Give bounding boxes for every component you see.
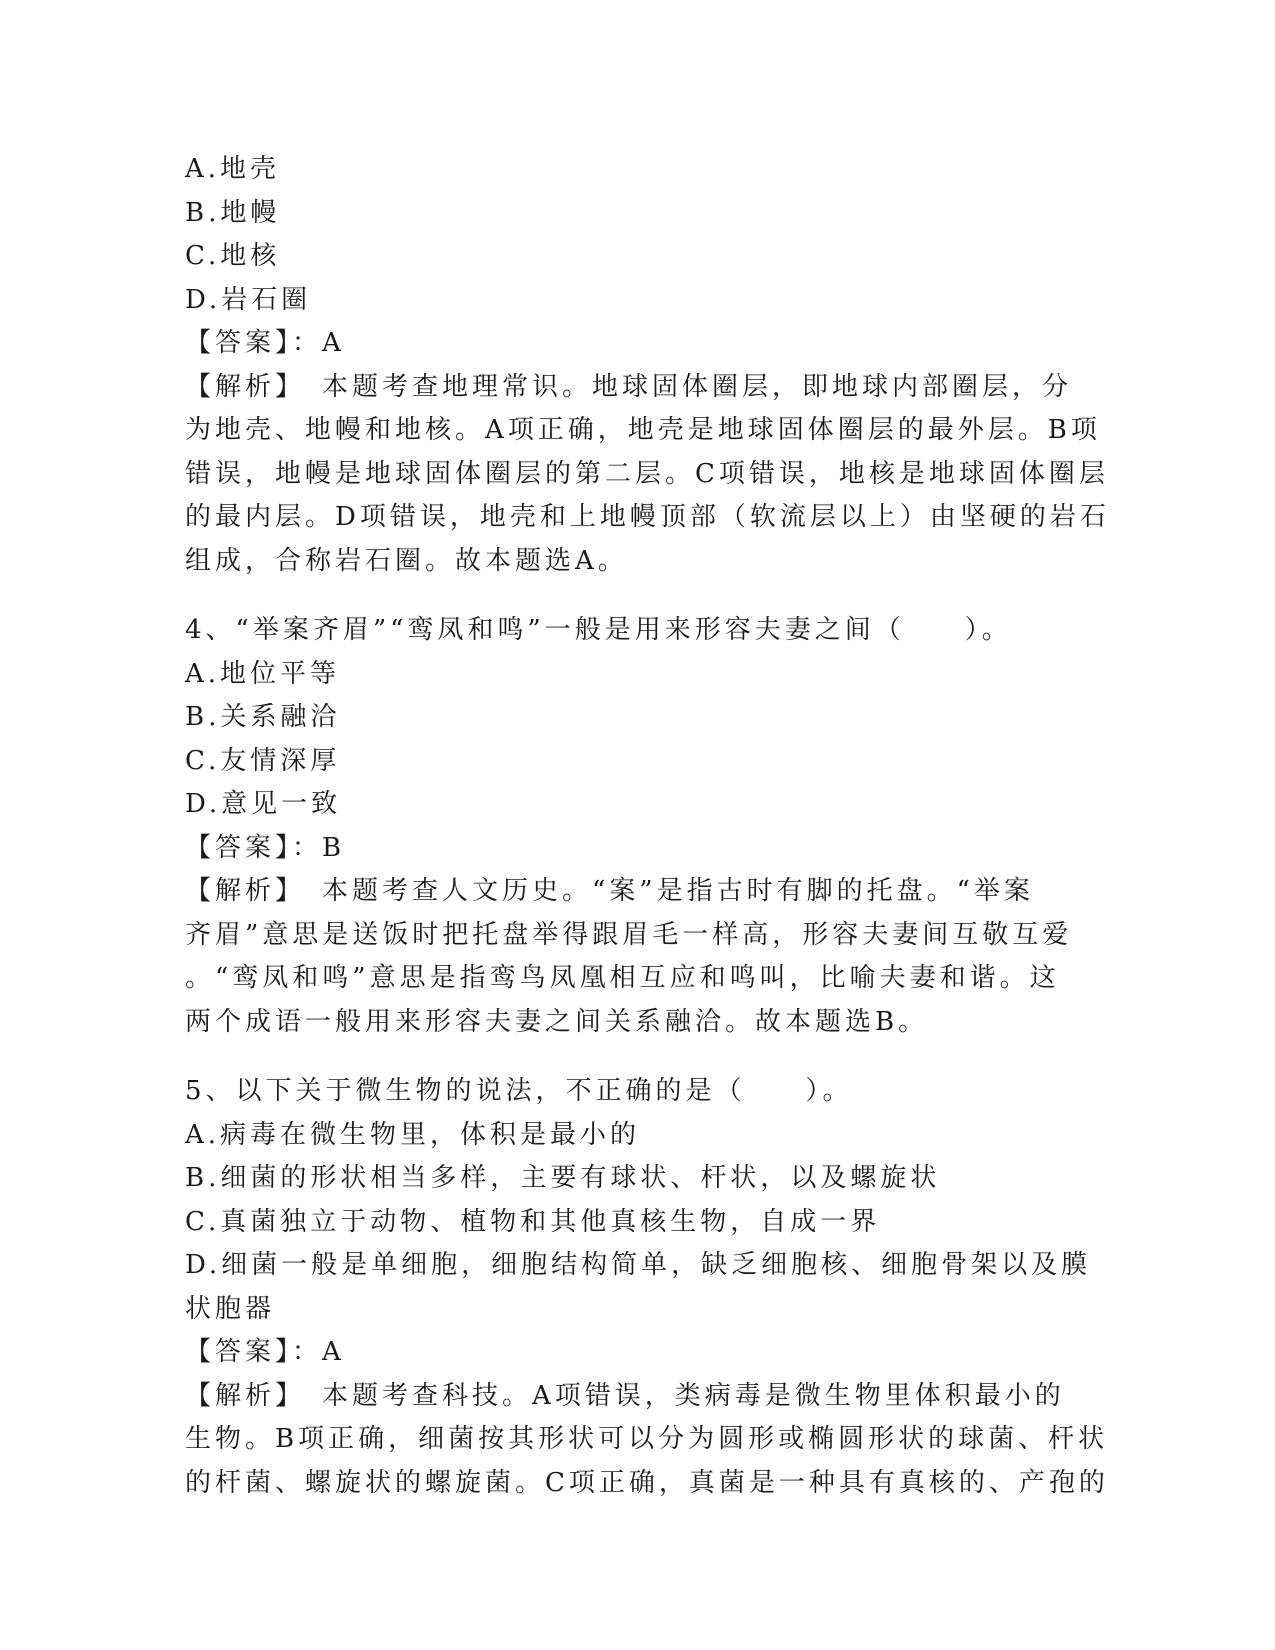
q4-option-b: B.关系融洽 [185,702,341,732]
q4-question: 4、“举案齐眉”“鸾凤和鸣”一般是用来形容夫妻之间（ ）。 [185,615,1012,645]
q4-analysis-line: 齐眉”意思是送饭时把托盘举得跟眉毛一样高，形容夫妻间互敬互爱 [185,919,1073,950]
q5-option-d: D.细菌一般是单细胞，细胞结构简单，缺乏细胞核、细胞骨架以及膜 [185,1250,1092,1280]
q3-analysis-line: 【解析】 本题考查地理常识。地球固体圈层，即地球内部圈层，分 [185,371,1073,402]
q3-analysis [185,366,1110,584]
q4-answer: 【答案】：B [185,832,346,863]
q4-analysis-line: 两个成语一般用来形容夫妻之间关系融洽。故本题选B。 [185,1006,929,1037]
q3-analysis-line: 为地壳、地幔和地核。A项正确，地壳是地球固体圈层的最外层。B项 [185,415,1101,445]
q3-answer: 【答案】：A [185,328,345,358]
q3-analysis-line: 错误，地幔是地球固体圈层的第二层。C项错误，地核是地球固体圈层 [185,458,1109,489]
q3-analysis-line: 组成，合称岩石圈。故本题选A。 [185,545,628,576]
q5-option-a: A.病毒在微生物里，体积是最小的 [185,1119,641,1150]
q3-option-a: A.地壳 [185,154,281,184]
question-4-block [185,609,1085,1044]
q5-analysis-line: 【解析】 本题考查科技。A项错误，类病毒是微生物里体积最小的 [185,1380,1065,1411]
q3-option-d: D.岩石圈 [185,284,312,315]
q5-option-d-continued: 状胞器 [185,1293,276,1324]
q4-analysis-line: 。“鸾凤和鸣”意思是指鸾鸟凤凰相互应和鸣叫，比喻夫妻和谐。这 [185,963,1060,993]
q4-analysis-line: 【解析】 本题考查人文历史。“案”是指古时有脚的托盘。“举案 [185,876,1034,906]
question-5-block [185,1070,1109,1505]
q5-answer: 【答案】：A [185,1337,345,1367]
q4-option-c: C.友情深厚 [185,745,341,776]
q5-option-b: B.细菌的形状相当多样，主要有球状、杆状，以及螺旋状 [185,1163,941,1193]
q5-analysis [185,1375,1109,1506]
q4-option-a: A.地位平等 [185,658,341,689]
question-3-block [185,148,1110,583]
q3-analysis-line: 的最内层。D项错误，地壳和上地幔顶部（软流层以上）由坚硬的岩石 [185,502,1110,532]
q5-analysis-line: 生物。B项正确，细菌按其形状可以分为圆形或椭圆形状的球菌、杆状 [185,1424,1109,1454]
q3-option-c: C.地核 [185,241,281,271]
q4-option-d: D.意见一致 [185,789,342,819]
q5-analysis-line: 的杆菌、螺旋状的螺旋菌。C项正确，真菌是一种具有真核的、产孢的 [185,1467,1109,1498]
document-page [185,148,1110,1505]
q4-analysis [185,870,1085,1044]
q3-option-b: B.地幔 [185,197,281,228]
q5-option-c: C.真菌独立于动物、植物和其他真核生物，自成一界 [185,1206,881,1237]
q5-question: 5、以下关于微生物的说法，不正确的是（ ）。 [185,1076,853,1106]
